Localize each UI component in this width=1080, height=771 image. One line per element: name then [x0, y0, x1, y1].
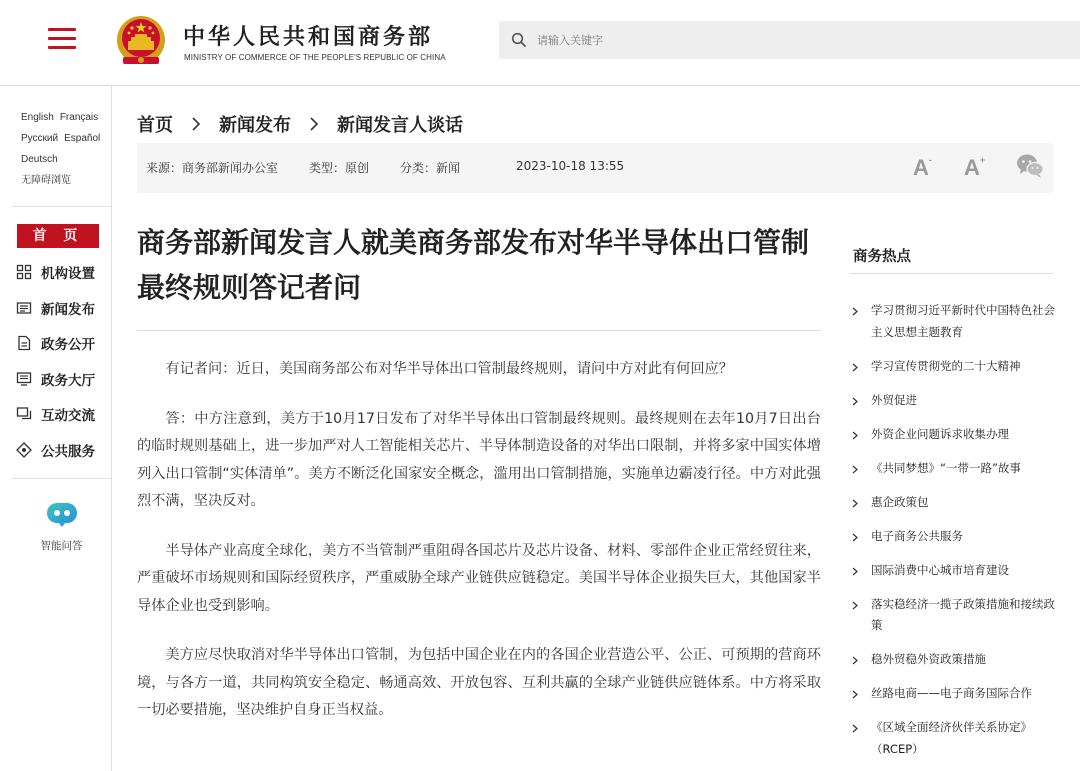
hot-topic-item[interactable] — [850, 683, 1060, 705]
search-input[interactable] — [537, 21, 1057, 59]
home-button[interactable]: 首 页 — [17, 224, 99, 248]
language-links — [21, 107, 111, 191]
hot-topic-label: 落实稳经济一揽子政策措施和接续政策 — [871, 596, 1055, 632]
breadcrumb — [137, 111, 463, 137]
hot-topic-label: 学习贯彻习近平新时代中国特色社会主义思想主题教育 — [871, 303, 1055, 339]
monitor-icon — [16, 371, 32, 387]
article-datetime: 2023-10-18 13:55 — [516, 159, 625, 173]
hot-topic-item[interactable] — [850, 492, 1060, 514]
article-category: 分类：新闻 — [400, 161, 461, 175]
hot-topic-label: 学习宣传贯彻党的二十大精神 — [871, 358, 1021, 373]
wechat-share-icon[interactable] — [1016, 153, 1044, 179]
search-icon[interactable] — [511, 32, 527, 48]
chevron-right-icon — [852, 533, 858, 542]
hot-topic-item[interactable] — [850, 424, 1060, 446]
sidebar-item-label: 互动交流 — [41, 408, 95, 424]
sidebar-item-label: 政务公开 — [41, 337, 95, 353]
chevron-right-icon — [191, 117, 201, 131]
hot-topic-item[interactable] — [850, 390, 1060, 412]
hot-topic-label: 电子商务公共服务 — [871, 528, 963, 543]
font-minus-sign: - — [928, 154, 932, 165]
lang-german-link[interactable]: Deutsch — [21, 154, 58, 165]
hot-topic-label: 惠企政策包 — [871, 494, 929, 509]
chevron-right-icon — [852, 499, 858, 508]
hot-topic-item[interactable] — [850, 560, 1060, 582]
sidebar-item-interaction[interactable] — [16, 402, 95, 426]
chevron-right-icon — [852, 690, 858, 699]
hot-topic-item[interactable] — [850, 300, 1060, 343]
site-header — [0, 0, 1080, 86]
hot-topic-label: 外资企业问题诉求收集办理 — [871, 426, 1009, 441]
article-meta-bar — [137, 143, 1053, 193]
document-icon — [16, 335, 32, 351]
ai-assistant-button[interactable] — [12, 500, 111, 553]
font-increase-label: A — [964, 155, 980, 180]
breadcrumb-news[interactable]: 新闻发布 — [219, 115, 291, 136]
hot-topic-label: 国际消费中心城市培育建设 — [871, 562, 1009, 577]
article-paragraph: 美方应尽快取消对华半导体出口管制，为包括中国企业在内的各国企业营造公平、公正、可预期的营商环境，与各方一道，共同构筑安全稳定、畅通高效、开放包容、互利共赢的全球产业链供应链体系。中方将采取一切必要措施，坚决维护自身正当权益。 — [137, 647, 821, 718]
hot-topic-label: 《区域全面经济伙伴关系协定》（RCEP） — [871, 720, 1032, 756]
newspaper-icon — [16, 300, 32, 316]
sidebar-item-government-affairs[interactable] — [16, 331, 95, 355]
robot-icon — [44, 500, 80, 528]
site-title[interactable]: 中华人民共和国商务部 — [183, 25, 434, 50]
hot-topic-label: 丝路电商——电子商务国际合作 — [871, 686, 1032, 700]
chevron-right-icon — [852, 431, 858, 440]
site-subtitle: MINISTRY OF COMMERCE OF THE PEOPLE'S REPUBLIC OF CHINA — [184, 53, 446, 62]
lang-french-link[interactable]: Français — [59, 112, 99, 123]
chevron-right-icon — [852, 601, 858, 610]
breadcrumb-spokesperson[interactable]: 新闻发言人谈话 — [337, 115, 463, 136]
article-paragraph: 半导体产业高度全球化，美方不当管制严重阻碍各国芯片及芯片设备、材料、零部件企业正常经贸往来，严重破坏市场规则和国际经贸秩序，严重威胁全球产业链供应链稳定。美国半导体企业损失巨大，其他国家半导体企业也受到影响。 — [137, 542, 821, 614]
sidebar-item-label: 公共服务 — [41, 444, 95, 460]
chevron-right-icon — [852, 363, 858, 372]
chevron-right-icon — [852, 307, 858, 316]
sidebar-item-news[interactable] — [16, 296, 95, 320]
hot-topic-label: 稳外贸稳外资政策措施 — [871, 652, 986, 666]
article-body — [137, 356, 821, 747]
chevron-right-icon — [852, 656, 858, 665]
sidebar-item-public-service[interactable] — [16, 438, 95, 462]
hot-topic-item[interactable] — [850, 649, 1060, 671]
chat-icon — [16, 406, 32, 422]
article-paragraph: 答：中方注意到，美方于10月17日发布了对华半导体出口管制最终规则。最终规则在去年10月7日出台的临时规则基础上，进一步加严对人工智能相关芯片、半导体制造设备的对华出口限制，并将多家中国实体增列入出口管制“实体清单”。美方不断泛化国家安全概念，滥用出口管制措施，实施单边霸凌行径。中方对此强烈不满，坚决反对。 — [137, 410, 821, 509]
chevron-right-icon — [852, 465, 858, 474]
sidebar-divider — [12, 206, 111, 207]
sidebar-item-service-hall[interactable] — [16, 367, 95, 391]
hot-topics-divider — [850, 273, 1053, 274]
font-decrease-label: A — [913, 155, 929, 180]
hot-topics-list — [850, 300, 1060, 771]
lang-russian-link[interactable]: Русский — [21, 133, 59, 144]
font-decrease-button[interactable] — [913, 155, 932, 181]
hot-topic-item[interactable] — [850, 526, 1060, 548]
grid-icon — [16, 264, 32, 280]
hot-topics-title: 商务热点 — [853, 249, 911, 265]
sidebar-item-organization[interactable] — [16, 260, 95, 284]
service-icon — [16, 442, 32, 458]
font-plus-sign: + — [979, 154, 986, 165]
font-increase-button[interactable] — [964, 155, 985, 181]
article-divider — [137, 330, 821, 331]
sidebar-divider — [12, 478, 111, 479]
hot-topic-item[interactable] — [850, 594, 1060, 637]
sidebar-border — [111, 86, 112, 771]
article-paragraph: 有记者问：近日，美国商务部公布对华半导体出口管制最终规则，请问中方对此有何回应？ — [165, 361, 733, 377]
chevron-right-icon — [852, 397, 858, 406]
search-box[interactable] — [499, 21, 1080, 59]
hot-topic-item[interactable] — [850, 717, 1060, 760]
breadcrumb-home[interactable]: 首页 — [137, 115, 173, 136]
hamburger-menu-icon[interactable] — [48, 28, 76, 52]
chevron-right-icon — [852, 567, 858, 576]
national-emblem-icon[interactable] — [115, 13, 167, 69]
hot-topic-item[interactable] — [850, 356, 1060, 378]
accessibility-link[interactable]: 无障碍浏览 — [21, 175, 71, 186]
article-type: 类型：原创 — [309, 161, 370, 175]
sidebar-item-label: 政务大厅 — [41, 373, 95, 389]
lang-english-link[interactable]: English — [21, 112, 54, 123]
chevron-right-icon — [309, 117, 319, 131]
hot-topic-label: 《共同梦想》“一带一路”故事 — [871, 460, 1021, 475]
article-title: 商务部新闻发言人就美商务部发布对华半导体出口管制最终规则答记者问 — [137, 226, 810, 304]
ai-assistant-label: 智能问答 — [40, 540, 83, 552]
sidebar-item-label: 新闻发布 — [41, 302, 95, 318]
sidebar-item-label: 机构设置 — [41, 266, 95, 282]
article-source: 来源：商务部新闻办公室 — [146, 161, 279, 175]
chevron-right-icon — [852, 724, 858, 733]
lang-spanish-link[interactable]: Español — [64, 133, 101, 144]
hot-topic-item[interactable] — [850, 458, 1060, 480]
hot-topic-label: 外贸促进 — [871, 392, 917, 407]
